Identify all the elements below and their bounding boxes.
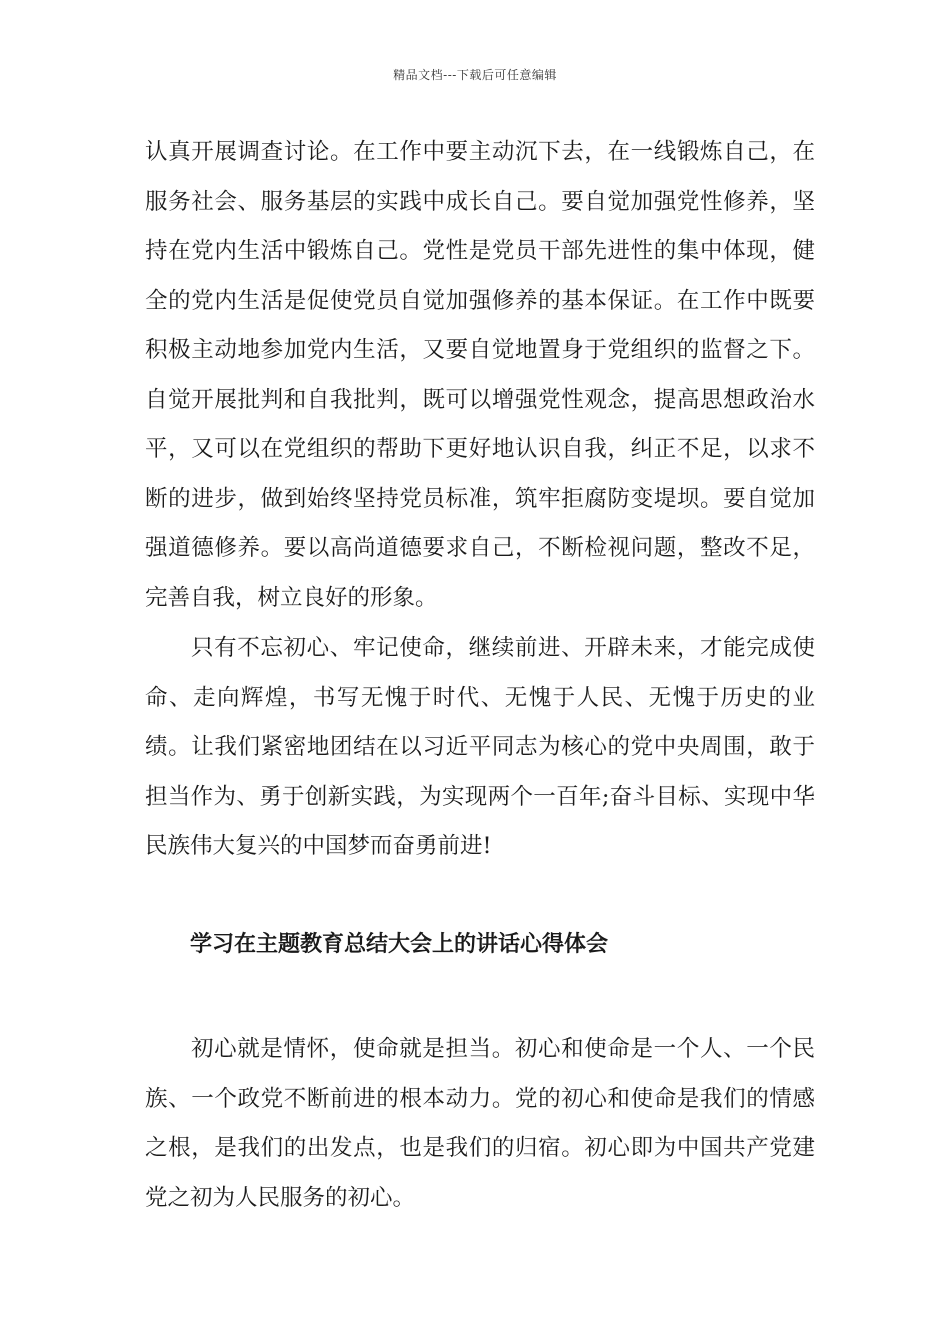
paragraph-2: 只有不忘初心、牢记使命，继续前进、开辟未来，才能完成使命、走向辉煌，书写无愧于时代、无愧于人民、无愧于历史的业绩。让我们紧密地团结在以习近平同志为核心的党中央周围，敢于担当作为、勇于创新实践，为实现两个一百年;奋斗目标、实现中华民族伟大复兴的中国梦而奋勇前进! bbox=[145, 635, 815, 859]
page-header: 精品文档---下载后可任意编辑 bbox=[393, 68, 557, 82]
section-paragraph-1: 初心就是情怀，使命就是担当。初心和使命是一个人、一个民族、一个政党不断前进的根本动力。党的初心和使命是我们的情感之根，是我们的出发点，也是我们的归宿。初心即为中国共产党建党之初为人民服务的初心。 bbox=[145, 1036, 815, 1211]
paragraph-1: 认真开展调查讨论。在工作中要主动沉下去，在一线锻炼自己，在服务社会、服务基层的实践中成长自己。要自觉加强党性修养，坚持在党内生活中锻炼自己。党性是党员干部先进性的集中体现，健全的党内生活是促使党员自觉加强修养的基本保证。在工作中既要积极主动地参加党内生活，又要自觉地置身于党组织的监督之下。自觉开展批判和自我批判，既可以增强党性观念，提高思想政治水平，又可以在党组织的帮助下更好地认识自我，纠正不足，以求不断的进步，做到始终坚持党员标准，筑牢拒腐防变堤坝。要自觉加强道德修养。要以高尚道德要求自己，不断检视问题，整改不足，完善自我，树立良好的形象。 bbox=[145, 139, 815, 611]
section-heading: 学习在主题教育总结大会上的讲话心得体会 bbox=[190, 931, 609, 957]
